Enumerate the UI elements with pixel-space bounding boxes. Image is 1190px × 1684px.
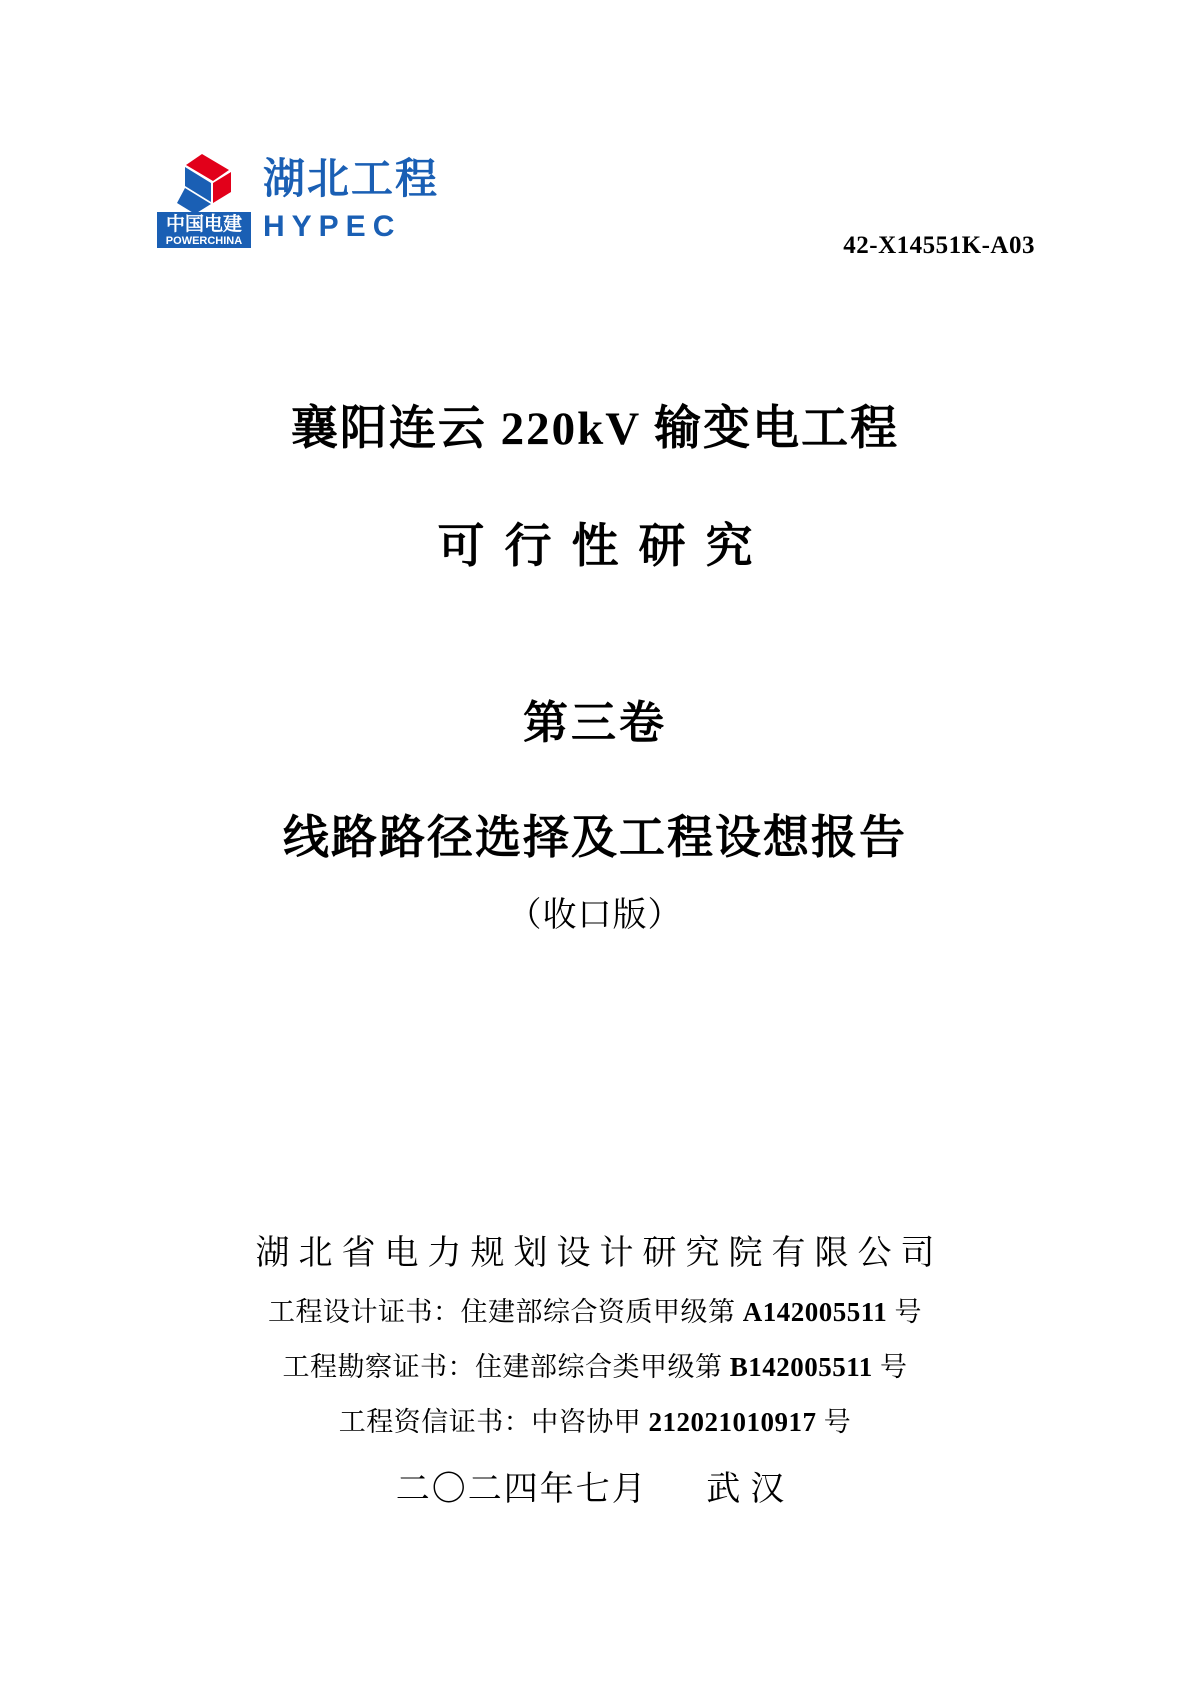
organization-name: 湖北省电力规划设计研究院有限公司 [255, 1235, 944, 1272]
logo-en-text: HYPEC [263, 210, 402, 243]
survey-certificate-number: B142005511 [729, 1352, 873, 1382]
design-certificate-label: 工程设计证书：住建部综合资质甲级第 [267, 1297, 736, 1327]
company-logo [155, 150, 439, 250]
volume-title: 线路路径选择及工程设想报告 [283, 811, 907, 863]
volume-note: （收口版） [507, 896, 683, 934]
credit-certificate-number: 212021010917 [648, 1407, 817, 1437]
credit-certificate-suffix: 号 [823, 1407, 852, 1437]
credit-certificate-label: 工程资信证书：中咨协甲 [338, 1407, 642, 1437]
credit-certificate-line [120, 1400, 1070, 1439]
svg-text:POWERCHINA: POWERCHINA [165, 235, 243, 247]
volume-number: 第三卷 [522, 697, 667, 748]
date-location-line [120, 1461, 1070, 1510]
title-block [120, 400, 1070, 936]
document-code: 42-X14551K-A03 [843, 232, 1035, 259]
logo-cn-text: 湖北工程 [263, 155, 440, 202]
publication-city: 武汉 [706, 1471, 795, 1508]
survey-certificate-line [120, 1345, 1070, 1384]
publisher-block [120, 1225, 1070, 1510]
design-certificate-line [120, 1290, 1070, 1329]
survey-certificate-label: 工程勘察证书：住建部综合类甲级第 [282, 1352, 723, 1382]
survey-certificate-suffix: 号 [880, 1352, 908, 1382]
project-title: 襄阳连云 220kV 输变电工程 [290, 403, 900, 455]
publication-date: 二〇二四年七月 [395, 1471, 648, 1508]
svg-text:中国电建: 中国电建 [165, 214, 243, 235]
logo-wordmark [263, 155, 440, 243]
powerchina-logo-icon [155, 150, 253, 250]
design-certificate-suffix: 号 [894, 1297, 922, 1327]
report-type-title: 可行性研究 [437, 520, 773, 573]
design-certificate-number: A142005511 [742, 1297, 888, 1327]
page-header [155, 150, 1035, 270]
